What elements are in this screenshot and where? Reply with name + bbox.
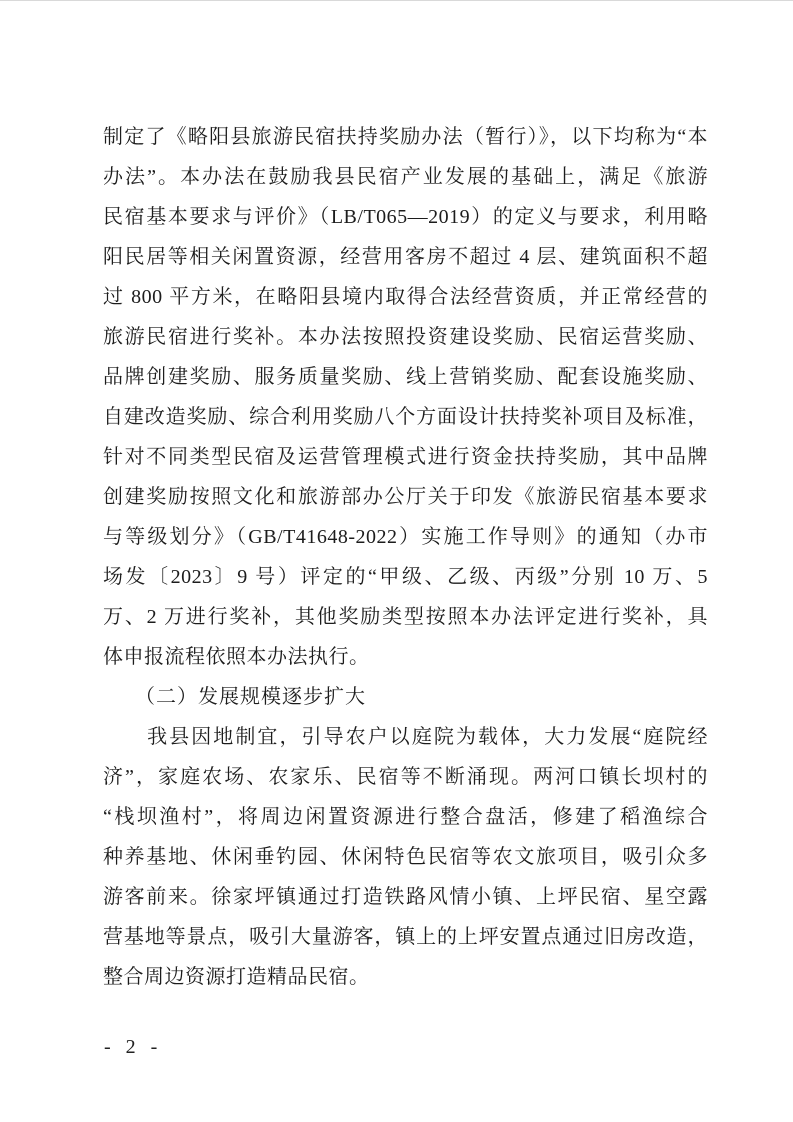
paragraph-policy-intro <box>103 117 708 677</box>
text-line: 场发〔2023〕9 号）评定的“甲级、乙级、丙级”分别 10 万、5 <box>103 566 708 588</box>
text-line: 过 800 平方米，在略阳县境内取得合法经营资质，并正常经营的 <box>103 286 708 308</box>
text-line: 营基地等景点，吸引大量游客，镇上的上坪安置点通过旧房改造， <box>103 926 708 948</box>
section-heading: （二）发展规模逐步扩大 <box>103 686 366 708</box>
scan-edge-artifact <box>0 0 793 1</box>
text-line: 与等级划分》（GB/T41648-2022）实施工作导则》的通知（办市 <box>103 526 708 548</box>
text-line: 制定了《略阳县旅游民宿扶持奖励办法（暂行）》，以下均称为“本 <box>103 126 708 148</box>
text-line: 创建奖励按照文化和旅游部办公厅关于印发《旅游民宿基本要求 <box>103 486 708 508</box>
text-line: 自建改造奖励、综合利用奖励八个方面设计扶持奖补项目及标准， <box>103 406 708 428</box>
text-line: 民宿基本要求与评价》（LB/T065—2019）的定义与要求，利用略 <box>103 206 708 228</box>
text-line: 品牌创建奖励、服务质量奖励、线上营销奖励、配套设施奖励、 <box>103 366 708 388</box>
document-body <box>103 117 708 997</box>
text-line: 游客前来。徐家坪镇通过打造铁路风情小镇、上坪民宿、星空露 <box>103 886 708 908</box>
text-line: 济”，家庭农场、农家乐、民宿等不断涌现。两河口镇长坝村的 <box>103 766 708 788</box>
text-line: 旅游民宿进行奖补。本办法按照投资建设奖励、民宿运营奖励、 <box>103 326 708 348</box>
text-line: 种养基地、休闲垂钓园、休闲特色民宿等农文旅项目，吸引众多 <box>103 846 708 868</box>
text-line: 针对不同类型民宿及运营管理模式进行资金扶持奖励，其中品牌 <box>103 446 708 468</box>
text-line: 万、2 万进行奖补，其他奖励类型按照本办法评定进行奖补，具 <box>103 606 708 628</box>
text-line: 办法”。本办法在鼓励我县民宿产业发展的基础上，满足《旅游 <box>103 166 708 188</box>
page-number: - 2 - <box>104 1036 163 1058</box>
text-line: 体申报流程依照本办法执行。 <box>103 646 370 668</box>
paragraph-development-scale <box>103 717 708 997</box>
text-line: 整合周边资源打造精品民宿。 <box>103 966 370 988</box>
text-line: 阳民居等相关闲置资源，经营用客房不超过 4 层、建筑面积不超 <box>103 246 708 268</box>
text-line: 我县因地制宜，引导农户以庭院为载体，大力发展“庭院经 <box>103 726 708 748</box>
text-line: “栈坝渔村”，将周边闲置资源进行整合盘活，修建了稻渔综合 <box>103 806 708 828</box>
